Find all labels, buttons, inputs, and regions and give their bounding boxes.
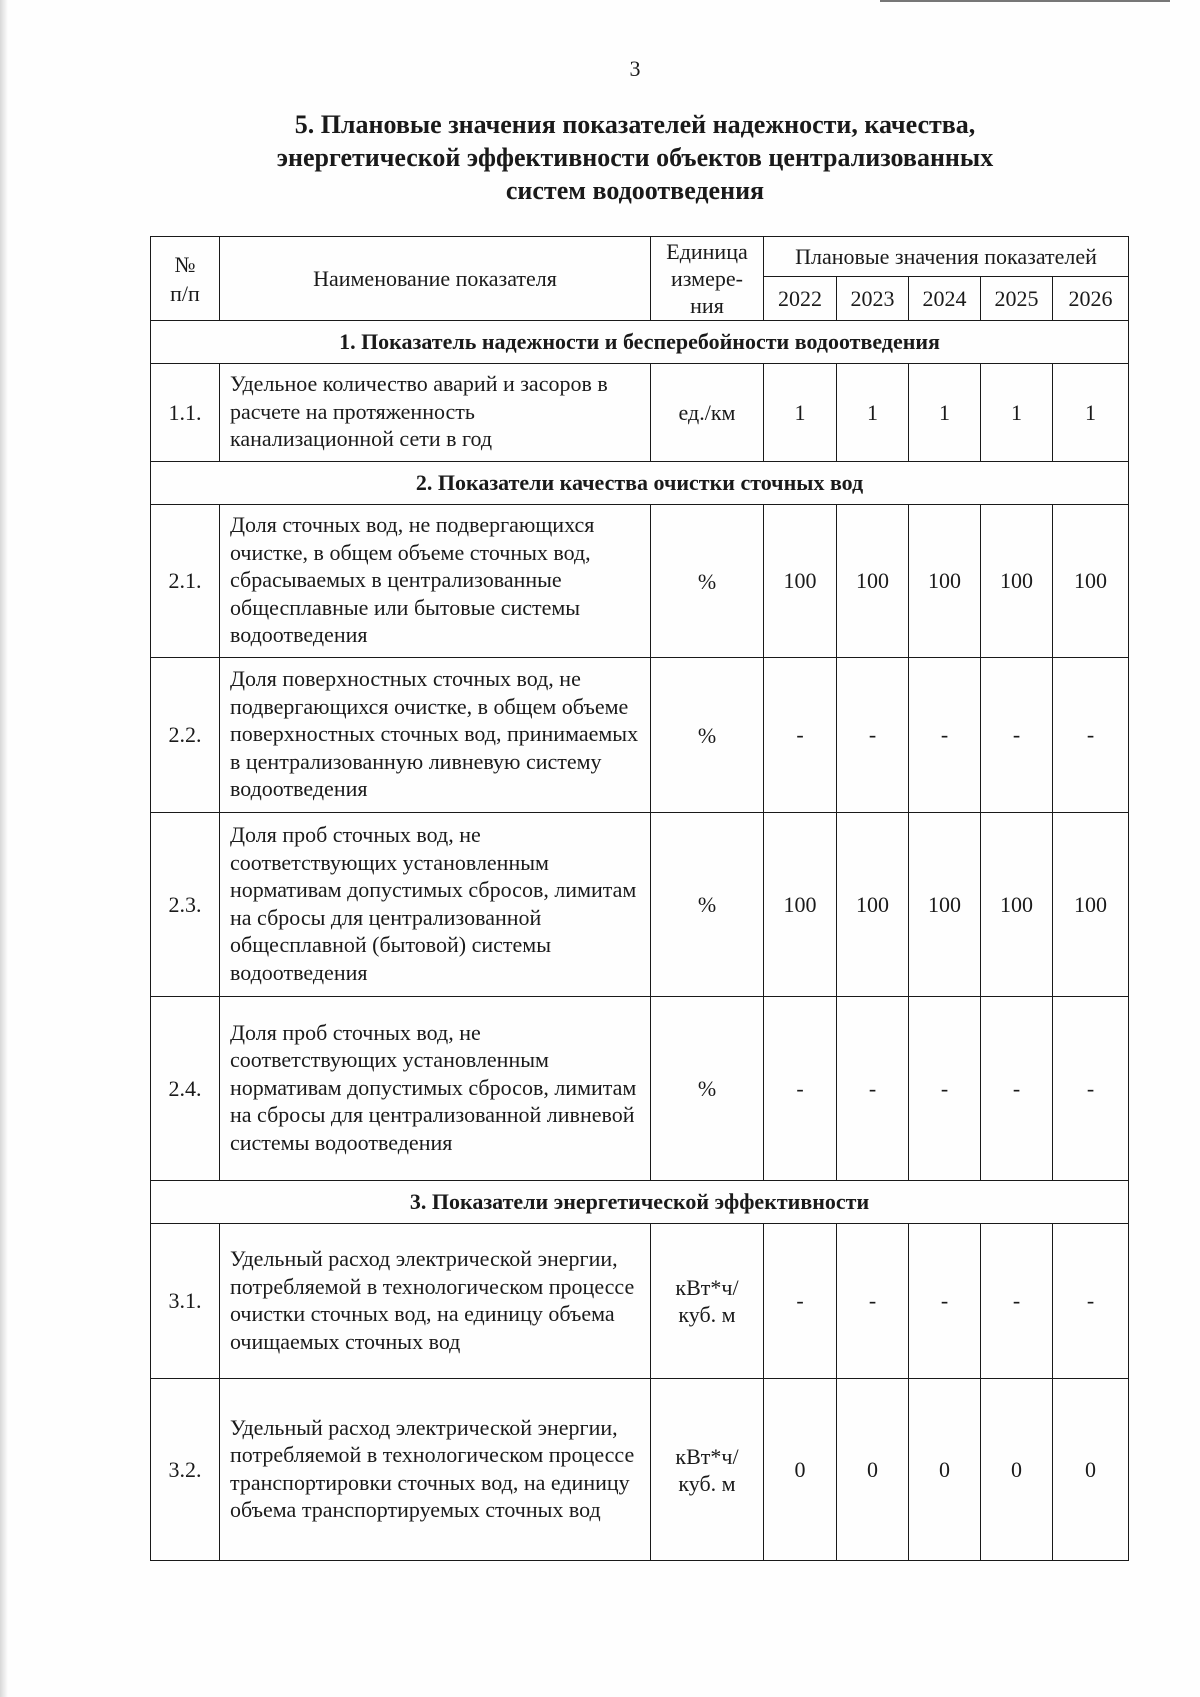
heading-line-2: энергетической эффективности объектов централизованных xyxy=(276,143,994,172)
row-value: - xyxy=(909,658,981,813)
table-row xyxy=(151,813,1129,997)
row-unit: % xyxy=(651,813,764,997)
section-title: 3. Показатели энергетической эффективности xyxy=(151,1181,1129,1224)
row-value: - xyxy=(1053,997,1129,1181)
header-unit xyxy=(651,237,764,321)
row-value: - xyxy=(837,658,909,813)
header-year: 2024 xyxy=(909,277,981,321)
row-value: 0 xyxy=(764,1379,837,1561)
row-value: 1 xyxy=(1053,364,1129,462)
row-value: 100 xyxy=(909,505,981,658)
scan-mark xyxy=(880,0,1170,2)
row-unit: % xyxy=(651,658,764,813)
row-unit-text: кВт*ч/ куб. м xyxy=(675,1275,739,1327)
row-name: Доля проб сточных вод, не соответствующих установленным нормативам допустимых сбросов, лимитам на сбросы для централизованной общесплавной (бытовой) системы водоотведения xyxy=(220,813,651,997)
row-name: Доля сточных вод, не подвергающихся очистке, в общем объеме сточных вод, сбрасываемых в централизованные общесплавные или бытовые системы водоотведения xyxy=(220,505,651,658)
row-unit-text: кВт*ч/ куб. м xyxy=(675,1443,739,1496)
row-value: 100 xyxy=(837,505,909,658)
header-plan: Плановые значения показателей xyxy=(764,237,1129,277)
row-value: - xyxy=(764,658,837,813)
row-num: 3.2. xyxy=(151,1379,220,1561)
section-title: 2. Показатели качества очистки сточных вод xyxy=(151,462,1129,505)
row-num: 2.4. xyxy=(151,997,220,1181)
row-name: Доля поверхностных сточных вод, не подвергающихся очистке, в общем объеме поверхностных сточных вод, принимаемых в централизованную ливневую систему водоотведения xyxy=(220,658,651,813)
row-value: 0 xyxy=(981,1379,1053,1561)
row-unit xyxy=(651,1224,764,1379)
section-title: 1. Показатель надежности и бесперебойности водоотведения xyxy=(151,321,1129,364)
row-value: 0 xyxy=(837,1379,909,1561)
indicators-table xyxy=(150,236,1129,1561)
row-name: Доля проб сточных вод, не соответствующих установленным нормативам допустимых сбросов, лимитам на сбросы для централизованной ливневой системы водоотведения xyxy=(220,997,651,1181)
row-value: 100 xyxy=(981,505,1053,658)
header-year: 2022 xyxy=(764,277,837,321)
row-value: - xyxy=(764,997,837,1181)
row-value: - xyxy=(837,1224,909,1379)
row-value: 1 xyxy=(837,364,909,462)
row-name: Удельный расход электрической энергии, потребляемой в технологическом процессе транспортировки сточных вод, на единицу объема транспортируемых сточных вод xyxy=(220,1379,651,1561)
row-value: - xyxy=(981,997,1053,1181)
header-unit-text: Единица измере-ния xyxy=(666,239,748,318)
scan-edge xyxy=(0,0,8,1697)
section-row xyxy=(151,321,1129,364)
table-row xyxy=(151,997,1129,1181)
row-value: 100 xyxy=(837,813,909,997)
row-value: 1 xyxy=(764,364,837,462)
row-value: 100 xyxy=(764,505,837,658)
row-unit: ед./км xyxy=(651,364,764,462)
row-name: Удельное количество аварий и засоров в расчете на протяженность канализационной сети в год xyxy=(220,364,651,462)
table-row xyxy=(151,364,1129,462)
row-unit xyxy=(651,1379,764,1561)
row-num: 2.2. xyxy=(151,658,220,813)
row-value: 0 xyxy=(1053,1379,1129,1561)
row-value: - xyxy=(981,658,1053,813)
row-value: 100 xyxy=(764,813,837,997)
row-value: - xyxy=(1053,658,1129,813)
row-value: 100 xyxy=(1053,505,1129,658)
header-year: 2026 xyxy=(1053,277,1129,321)
row-num: 2.3. xyxy=(151,813,220,997)
section-row xyxy=(151,1181,1129,1224)
table-row xyxy=(151,505,1129,658)
row-value: - xyxy=(764,1224,837,1379)
row-num: 3.1. xyxy=(151,1224,220,1379)
heading-line-3: систем водоотведения xyxy=(505,176,765,205)
row-num: 2.1. xyxy=(151,505,220,658)
header-year: 2025 xyxy=(981,277,1053,321)
document-heading xyxy=(150,108,1120,207)
row-unit: % xyxy=(651,505,764,658)
row-value: 0 xyxy=(909,1379,981,1561)
row-value: - xyxy=(909,1224,981,1379)
heading-line-1: 5. Плановые значения показателей надежности, качества, xyxy=(294,110,976,139)
section-row xyxy=(151,462,1129,505)
row-unit: % xyxy=(651,997,764,1181)
table-row xyxy=(151,1379,1129,1561)
row-value: 100 xyxy=(1053,813,1129,997)
row-value: 100 xyxy=(981,813,1053,997)
row-value: - xyxy=(837,997,909,1181)
header-num xyxy=(151,237,220,321)
row-value: 100 xyxy=(909,813,981,997)
row-value: - xyxy=(981,1224,1053,1379)
table-row xyxy=(151,658,1129,813)
header-year: 2023 xyxy=(837,277,909,321)
row-value: - xyxy=(909,997,981,1181)
row-value: - xyxy=(1053,1224,1129,1379)
row-value: 1 xyxy=(981,364,1053,462)
table-row xyxy=(151,1224,1129,1379)
header-num-text: № п/п xyxy=(170,251,200,306)
header-name: Наименование показателя xyxy=(220,237,651,321)
page-number: 3 xyxy=(629,56,641,81)
row-num: 1.1. xyxy=(151,364,220,462)
row-name: Удельный расход электрической энергии, потребляемой в технологическом процессе очистки сточных вод, на единицу объема очищаемых сточных вод xyxy=(220,1224,651,1379)
row-value: 1 xyxy=(909,364,981,462)
